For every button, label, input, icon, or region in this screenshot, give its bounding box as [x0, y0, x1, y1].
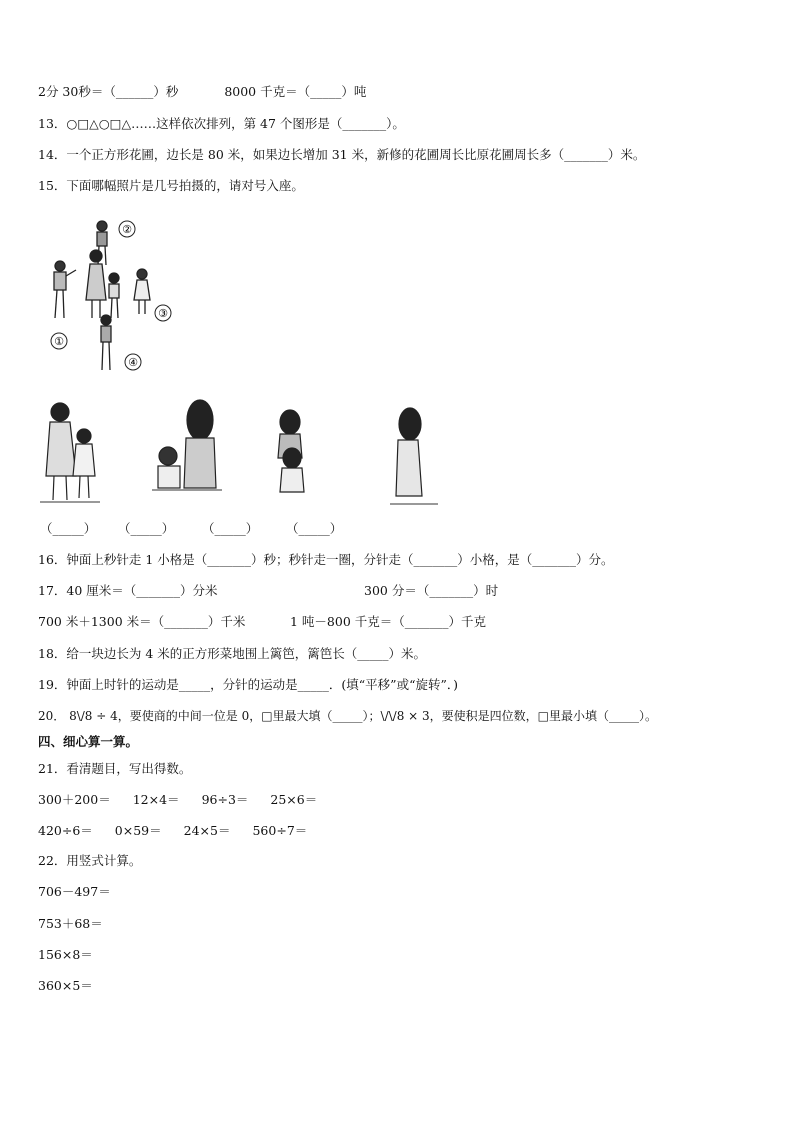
calc-item: 96÷3＝: [201, 792, 249, 807]
mother-figure: [86, 250, 106, 318]
question-21: 21．看清题目，写出得数。: [38, 761, 192, 776]
photo-3: [278, 410, 304, 492]
weight-conversion: 8000 千克＝（_____）吨: [224, 84, 367, 99]
photo-blank-4[interactable]: （_____）: [286, 521, 343, 536]
photo-blank-2[interactable]: （_____）: [118, 521, 175, 536]
mental-calc-row-1: [38, 792, 317, 808]
calc-item: 12×4＝: [132, 792, 180, 807]
person-3: [134, 269, 150, 314]
q17-cm: 17．40 厘米＝（_______）分米: [38, 583, 218, 598]
question-15: 15．下面哪幅照片是几号拍摄的，请对号入座。: [38, 178, 304, 193]
calc-item: 0×59＝: [114, 823, 162, 838]
vertical-calc-3: 156×8＝: [38, 947, 93, 962]
vertical-calc-4: 360×5＝: [38, 978, 93, 993]
label-4: ④: [128, 356, 138, 369]
q17-tons: 1 吨－800 千克＝（_______）千克: [290, 614, 487, 629]
calc-item: 560÷7＝: [252, 823, 308, 838]
vertical-calc-2: 753＋68＝: [38, 916, 103, 931]
calc-item: 24×5＝: [183, 823, 231, 838]
time-conversion: 2分 30秒＝（______）秒: [38, 84, 179, 99]
question-20: 20． 8\/8 ÷ 4，要使商的中间一位是 0，□里最大填（_____）；\/\/8 × 3，要使积是四位数，□里最小填（_____）。: [38, 709, 658, 723]
photo-2: [158, 400, 216, 488]
calc-item: 420÷6＝: [38, 823, 93, 838]
label-3: ③: [158, 307, 168, 320]
question-17-row-1: [38, 583, 218, 599]
vertical-calc-1: 706－497＝: [38, 884, 111, 899]
question-19: 19．钟面上时针的运动是_____，分针的运动是_____．(填“平移”或“旋转”．): [38, 677, 458, 692]
person-4: [101, 315, 111, 370]
mental-calc-row-2: [38, 823, 307, 839]
question-18: 18．给一块边长为 4 米的正方形菜地围上篱笆，篱笆长（_____）米。: [38, 646, 427, 661]
photos-row: [40, 398, 450, 510]
child-figure: [109, 273, 119, 318]
conversion-line-1: [38, 84, 366, 100]
question-14: 14．一个正方形花圃，边长是 80 米，如果边长增加 31 米，新修的花圃周长比原花圃周长多（_______）米。: [38, 147, 646, 162]
photo-blank-3[interactable]: （_____）: [202, 521, 259, 536]
photo-4: [396, 408, 422, 496]
label-2: ②: [122, 223, 132, 236]
photo-blank-1[interactable]: （_____）: [40, 521, 97, 536]
q17-meters: 700 米＋1300 米＝（_______）千米: [38, 614, 246, 629]
calc-item: 300＋200＝: [38, 792, 111, 807]
question-22: 22．用竖式计算。: [38, 853, 142, 868]
position-figure: [40, 210, 190, 380]
photo-1: [46, 403, 95, 500]
calc-item: 25×6＝: [270, 792, 318, 807]
question-16: 16．钟面上秒针走 1 小格是（_______）秒；秒针走一圈，分针走（_______）小格，是（_______）分。: [38, 552, 614, 567]
section-4-title: 四、细心算一算。: [38, 734, 139, 749]
q17-minutes: 300 分＝（_______）时: [364, 583, 499, 598]
person-1: [54, 261, 76, 318]
question-13: 13．○□△○□△……这样依次排列，第 47 个图形是（_______）。: [38, 116, 405, 131]
label-1: ①: [54, 335, 64, 348]
